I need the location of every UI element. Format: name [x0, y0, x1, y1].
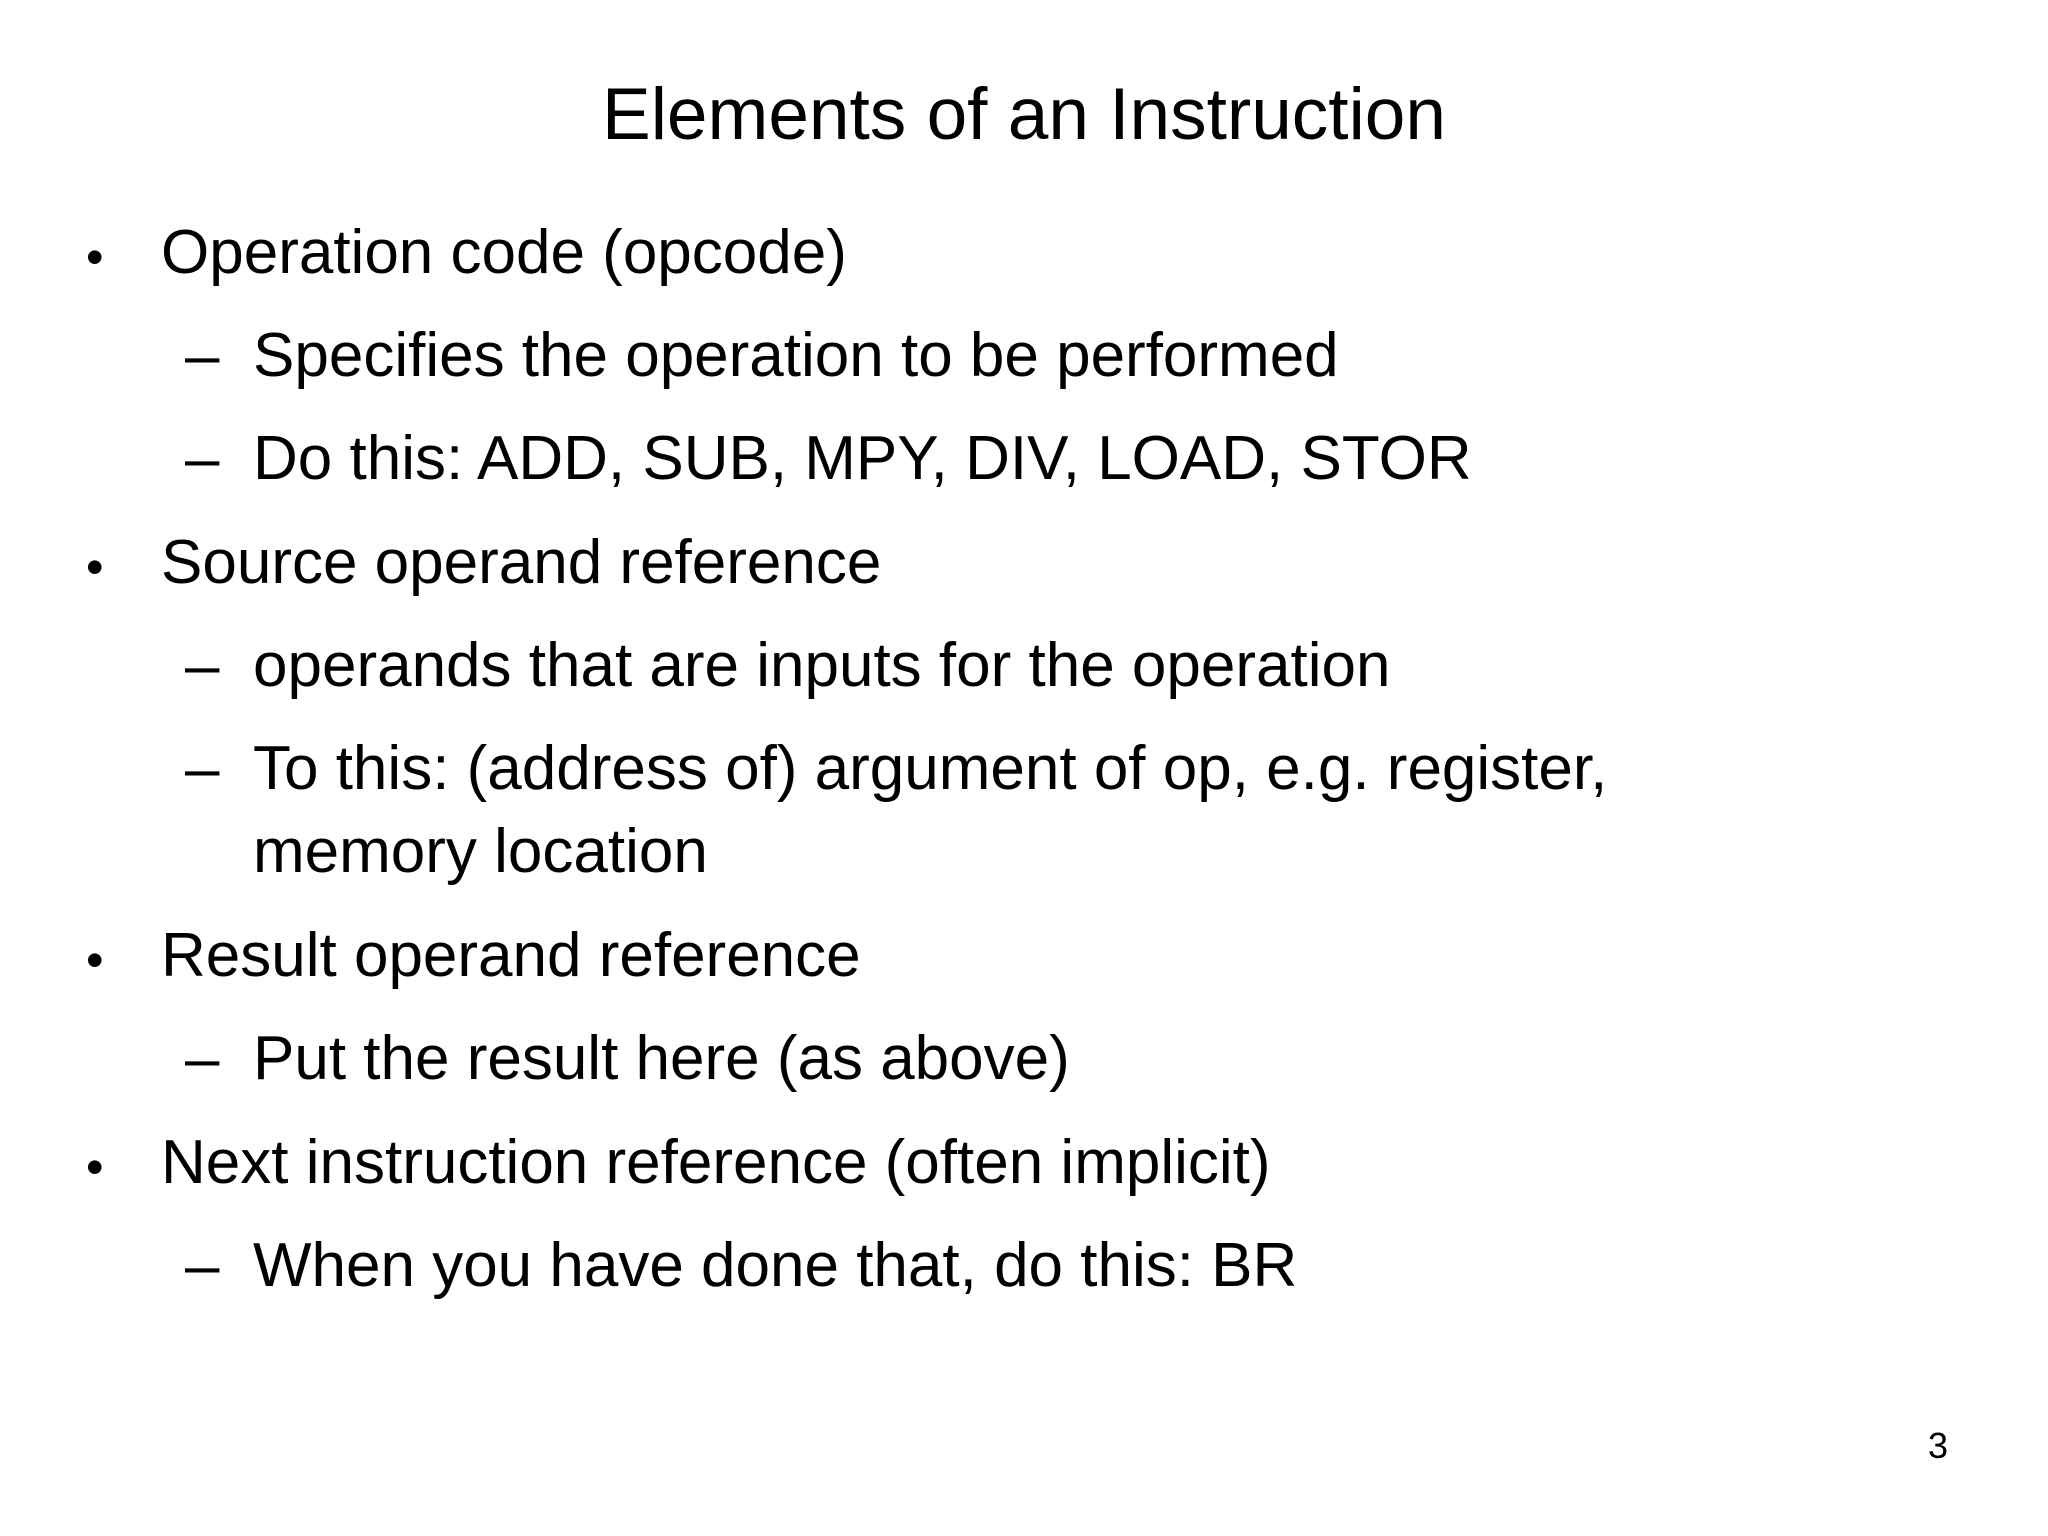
bullet-item-next-instruction: Next instruction reference (often implicit) — [161, 1128, 1271, 1197]
dash-marker: – — [185, 631, 220, 700]
bullet-marker: • — [86, 539, 104, 595]
dash-marker: – — [185, 734, 220, 803]
page-number: 3 — [1927, 1425, 1948, 1466]
dash-marker: – — [185, 424, 220, 493]
sub-item: operands that are inputs for the operation — [253, 631, 1391, 700]
dash-marker: – — [185, 1024, 220, 1093]
bullet-marker: • — [86, 229, 104, 285]
dash-marker: – — [185, 1231, 220, 1300]
sub-item: Put the result here (as above) — [253, 1024, 1070, 1093]
slide-title: Elements of an Instruction — [602, 74, 1446, 155]
bullet-item-opcode: Operation code (opcode) — [161, 218, 847, 287]
sub-item: Specifies the operation to be performed — [253, 321, 1339, 390]
sub-item: Do this: ADD, SUB, MPY, DIV, LOAD, STOR — [253, 424, 1472, 493]
sub-item: When you have done that, do this: BR — [253, 1231, 1298, 1300]
dash-marker: – — [185, 321, 220, 390]
sub-item: To this: (address of) argument of op, e.g. register, — [253, 734, 1608, 803]
bullet-marker: • — [86, 932, 104, 988]
sub-item-continuation: memory location — [253, 817, 708, 886]
bullet-item-source-operand: Source operand reference — [161, 528, 882, 597]
bullet-item-result-operand: Result operand reference — [161, 921, 861, 990]
bullet-marker: • — [86, 1139, 104, 1195]
